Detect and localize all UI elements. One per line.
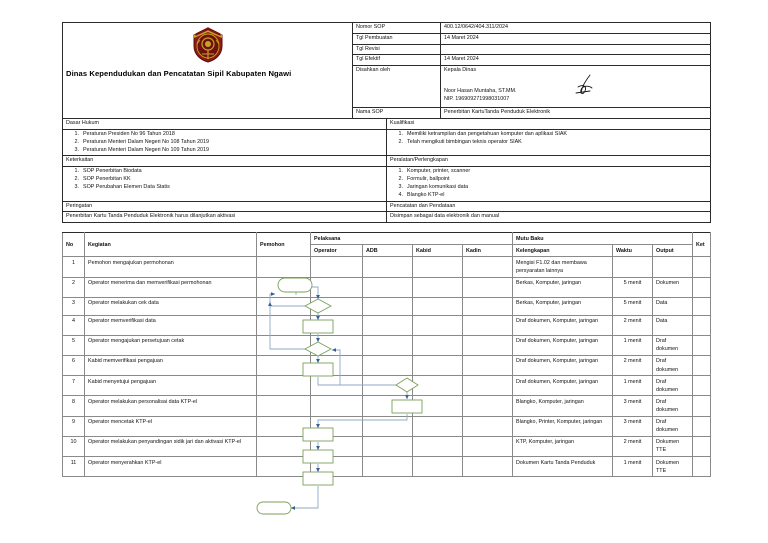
cell-operator [311, 277, 363, 297]
cell-adb [363, 257, 413, 277]
cell-ket [693, 416, 711, 436]
col-header-pemohon: Pemohon [257, 233, 311, 257]
dukcapil-emblem-icon [66, 24, 349, 64]
table-row [63, 376, 711, 396]
cell-kadin [463, 396, 513, 416]
cell-kelengkapan: KTP, Komputer, jaringan [513, 436, 613, 456]
list-item: 4. Blangko KTP-el [398, 191, 445, 198]
cell-kadin [463, 416, 513, 436]
cell-pemohon [257, 396, 311, 416]
cell-waktu [613, 257, 653, 277]
cell-adb [363, 335, 413, 355]
section-title-peringatan: Peringatan [63, 201, 387, 212]
field-label-tgl-pembuatan: Tgl Pembuatan [353, 33, 441, 44]
table-row [63, 396, 711, 416]
section-body-kualifikasi [387, 129, 711, 155]
cell-ket [693, 315, 711, 335]
cell-pemohon [257, 297, 311, 315]
section-title-pencatatan: Pencatatan dan Pendataan [387, 201, 711, 212]
cell-operator [311, 436, 363, 456]
table-row [63, 436, 711, 456]
section-title-peralatan: Peralatan/Perlengkapan [387, 156, 711, 167]
cell-kegiatan: Kabid memverifikasi pengajuan [85, 355, 257, 375]
cell-no: 3 [63, 297, 85, 315]
cell-kabid [413, 457, 463, 477]
list-item: 2. SOP Penerbitan KK [74, 176, 131, 183]
cell-waktu: 5 menit [613, 297, 653, 315]
cell-output: Draf dokumen [653, 355, 693, 375]
cell-kelengkapan: Berkas, Komputer, jaringan [513, 297, 613, 315]
cell-kelengkapan: Mengisi F1.02 dan membawa persyaratan lainnya [513, 257, 613, 277]
cell-kabid [413, 376, 463, 396]
cell-kabid [413, 396, 463, 416]
section-title-keterkaitan: Keterkaitan [63, 156, 387, 167]
cell-pemohon [257, 335, 311, 355]
cell-adb [363, 315, 413, 335]
approval-title: Kepala Dinas [444, 67, 477, 74]
cell-ket [693, 257, 711, 277]
cell-kabid [413, 416, 463, 436]
cell-waktu: 2 menit [613, 315, 653, 335]
list-item: 3. Jaringan komunikasi data [398, 183, 469, 190]
field-value-nomor-sop: 400.12/0642/404.311/2024 [441, 23, 711, 34]
cell-kadin [463, 355, 513, 375]
field-value-tgl-pembuatan: 14 Maret 2024 [441, 33, 711, 44]
col-header-operator: Operator [311, 245, 363, 257]
cell-output: Dokumen TTE [653, 436, 693, 456]
section-body-dasar-hukum [63, 129, 387, 155]
table-row [63, 355, 711, 375]
cell-kadin [463, 376, 513, 396]
field-label-tgl-efektif: Tgl Efektif [353, 55, 441, 66]
cell-no: 1 [63, 257, 85, 277]
cell-pemohon [257, 277, 311, 297]
cell-no: 10 [63, 436, 85, 456]
cell-kadin [463, 315, 513, 335]
cell-pemohon [257, 355, 311, 375]
list-item: 1. Memiliki ketrampilan dan pengetahuan komputer dan aplikasi SIAK [398, 130, 568, 137]
cell-no: 5 [63, 335, 85, 355]
cell-operator [311, 355, 363, 375]
cell-kegiatan: Pemohon mengajukan permohonan [85, 257, 257, 277]
cell-operator [311, 376, 363, 396]
col-header-kegiatan: Kegiatan [85, 233, 257, 257]
table-row [63, 297, 711, 315]
col-header-no: No [63, 233, 85, 257]
cell-no: 8 [63, 396, 85, 416]
list-item: 3. SOP Perubahan Elemen Data Statis [74, 183, 170, 190]
cell-kadin [463, 277, 513, 297]
sop-info-table [62, 118, 711, 223]
cell-kelengkapan: Draf dokumen, Komputer, jaringan [513, 376, 613, 396]
cell-no: 11 [63, 457, 85, 477]
cell-operator [311, 335, 363, 355]
cell-kabid [413, 355, 463, 375]
procedure-table [62, 232, 711, 477]
cell-output [653, 257, 693, 277]
list-item: 2. Peraturan Menteri Dalam Negeri No 108 Tahun 2019 [74, 138, 210, 145]
list-item: 2. Formulir, ballpoint [398, 176, 450, 183]
cell-waktu: 3 menit [613, 416, 653, 436]
cell-ket [693, 436, 711, 456]
cell-kabid [413, 257, 463, 277]
cell-kabid [413, 297, 463, 315]
table-row [63, 335, 711, 355]
col-header-ket: Ket [693, 233, 711, 257]
cell-waktu: 2 menit [613, 436, 653, 456]
cell-output: Dokumen TTE [653, 457, 693, 477]
cell-operator [311, 315, 363, 335]
field-value-tgl-efektif: 14 Maret 2024 [441, 55, 711, 66]
cell-kabid [413, 315, 463, 335]
field-label-tgl-revisi: Tgl Revisi [353, 44, 441, 55]
cell-no: 6 [63, 355, 85, 375]
table-row [63, 315, 711, 335]
cell-kadin [463, 257, 513, 277]
cell-kegiatan: Operator mencetak KTP-el [85, 416, 257, 436]
cell-kelengkapan: Draf dokumen, Komputer, jaringan [513, 355, 613, 375]
cell-kegiatan: Operator menerima dan memverifikasi permohonan [85, 277, 257, 297]
cell-kegiatan: Operator melakukan cek data [85, 297, 257, 315]
cell-adb [363, 457, 413, 477]
cell-output: Draf dokumen [653, 416, 693, 436]
cell-ket [693, 277, 711, 297]
cell-adb [363, 277, 413, 297]
section-body-peringatan: Penerbitan Kartu Tanda Penduduk Elektronik harus dilanjutkan aktivasi [63, 212, 387, 223]
table-row [63, 457, 711, 477]
list-item: 1. Komputer, printer, scanner [398, 168, 471, 175]
cell-adb [363, 416, 413, 436]
cell-adb [363, 297, 413, 315]
table-row [63, 257, 711, 277]
field-label-nomor-sop: Nomor SOP [353, 23, 441, 34]
cell-kegiatan: Operator memverifikasi data [85, 315, 257, 335]
list-item: 1. Peraturan Presiden No 96 Tahun 2018 [74, 130, 175, 137]
organization-title: Dinas Kependudukan dan Pencatatan Sipil Kabupaten Ngawi [66, 69, 292, 78]
sop-header-table [62, 22, 711, 119]
list-item: 2. Telah mengikuti bimbingan teknis operator SIAK [398, 138, 522, 145]
org-identity-cell [63, 23, 353, 119]
cell-no: 4 [63, 315, 85, 335]
col-header-mutu-baku: Mutu Baku [513, 233, 693, 245]
cell-waktu: 2 menit [613, 355, 653, 375]
section-title-dasar-hukum: Dasar Hukum [63, 119, 387, 130]
approval-nip: NIP. 196909271998031007 [444, 95, 510, 102]
cell-kegiatan: Operator mengajukan persetujuan cetak [85, 335, 257, 355]
cell-operator [311, 257, 363, 277]
cell-kadin [463, 335, 513, 355]
cell-kabid [413, 277, 463, 297]
field-label-nama-sop: Nama SOP [353, 108, 441, 119]
cell-output: Dokumen [653, 277, 693, 297]
cell-output: Draf dokumen [653, 376, 693, 396]
cell-pemohon [257, 376, 311, 396]
section-title-kualifikasi: Kualifikasi [387, 119, 711, 130]
cell-no: 7 [63, 376, 85, 396]
cell-kabid [413, 335, 463, 355]
cell-waktu: 3 menit [613, 396, 653, 416]
cell-operator [311, 297, 363, 315]
cell-kegiatan: Operator melakukan penyandingan sidik jari dan aktivasi KTP-el [85, 436, 257, 456]
cell-waktu: 1 menit [613, 376, 653, 396]
cell-pemohon [257, 315, 311, 335]
cell-ket [693, 297, 711, 315]
approval-name: Noor Hasan Muntaha, ST.MM. [444, 88, 517, 95]
cell-kelengkapan: Blangko, Komputer, jaringan [513, 396, 613, 416]
cell-kadin [463, 457, 513, 477]
cell-waktu: 1 menit [613, 335, 653, 355]
section-body-peralatan [387, 167, 711, 201]
cell-kelengkapan: Berkas, Komputer, jaringan [513, 277, 613, 297]
cell-kelengkapan: Dokumen Kartu Tanda Penduduk [513, 457, 613, 477]
cell-kelengkapan: Draf dokumen, Komputer, jaringan [513, 335, 613, 355]
cell-output: Draf dokumen [653, 335, 693, 355]
cell-pemohon [257, 436, 311, 456]
cell-operator [311, 416, 363, 436]
cell-ket [693, 335, 711, 355]
cell-kadin [463, 436, 513, 456]
cell-kegiatan: Operator menyerahkan KTP-el [85, 457, 257, 477]
cell-kadin [463, 297, 513, 315]
section-body-keterkaitan [63, 167, 387, 201]
cell-pemohon [257, 257, 311, 277]
cell-operator [311, 457, 363, 477]
cell-operator [311, 396, 363, 416]
cell-ket [693, 457, 711, 477]
cell-adb [363, 436, 413, 456]
cell-adb [363, 376, 413, 396]
table-row [63, 416, 711, 436]
col-header-adb: ADB [363, 245, 413, 257]
cell-pemohon [257, 416, 311, 436]
flow-shape-terminator-11 [257, 502, 291, 514]
cell-ket [693, 376, 711, 396]
cell-waktu: 1 menit [613, 457, 653, 477]
field-label-disahkan-oleh: Disahkan oleh [353, 66, 441, 108]
field-value-tgl-revisi [441, 44, 711, 55]
col-header-kabid: Kabid [413, 245, 463, 257]
cell-output: Data [653, 297, 693, 315]
col-header-output: Output [653, 245, 693, 257]
col-header-waktu: Waktu [613, 245, 653, 257]
cell-kegiatan: Operator melakukan personalisai data KTP-el [85, 396, 257, 416]
cell-kabid [413, 436, 463, 456]
cell-ket [693, 355, 711, 375]
cell-ket [693, 396, 711, 416]
field-value-nama-sop: Penerbitan KartuTanda Penduduk Elektronik [441, 108, 711, 119]
approval-signature-cell [441, 66, 711, 108]
col-header-kelengkapan: Kelengkapan [513, 245, 613, 257]
section-body-pencatatan: Disimpan sebagai data elektronik dan manual [387, 212, 711, 223]
cell-adb [363, 396, 413, 416]
cell-kegiatan: Kabid menyetujui pengajuan [85, 376, 257, 396]
cell-output: Data [653, 315, 693, 335]
cell-kelengkapan: Blangko, Printer, Komputer, jaringan [513, 416, 613, 436]
cell-no: 9 [63, 416, 85, 436]
cell-adb [363, 355, 413, 375]
cell-kelengkapan: Draf dokumen, Komputer, jaringan [513, 315, 613, 335]
list-item: 1. SOP Penerbitan Biodata [74, 168, 142, 175]
col-header-kadin: Kadin [463, 245, 513, 257]
list-item: 3. Peraturan Menteri Dalam Negeri No 109 Tahun 2019 [74, 146, 210, 153]
cell-output: Draf dokumen [653, 396, 693, 416]
cell-waktu: 5 menit [613, 277, 653, 297]
col-header-pelaksana: Pelaksana [311, 233, 513, 245]
cell-pemohon [257, 457, 311, 477]
table-row [63, 277, 711, 297]
cell-no: 2 [63, 277, 85, 297]
